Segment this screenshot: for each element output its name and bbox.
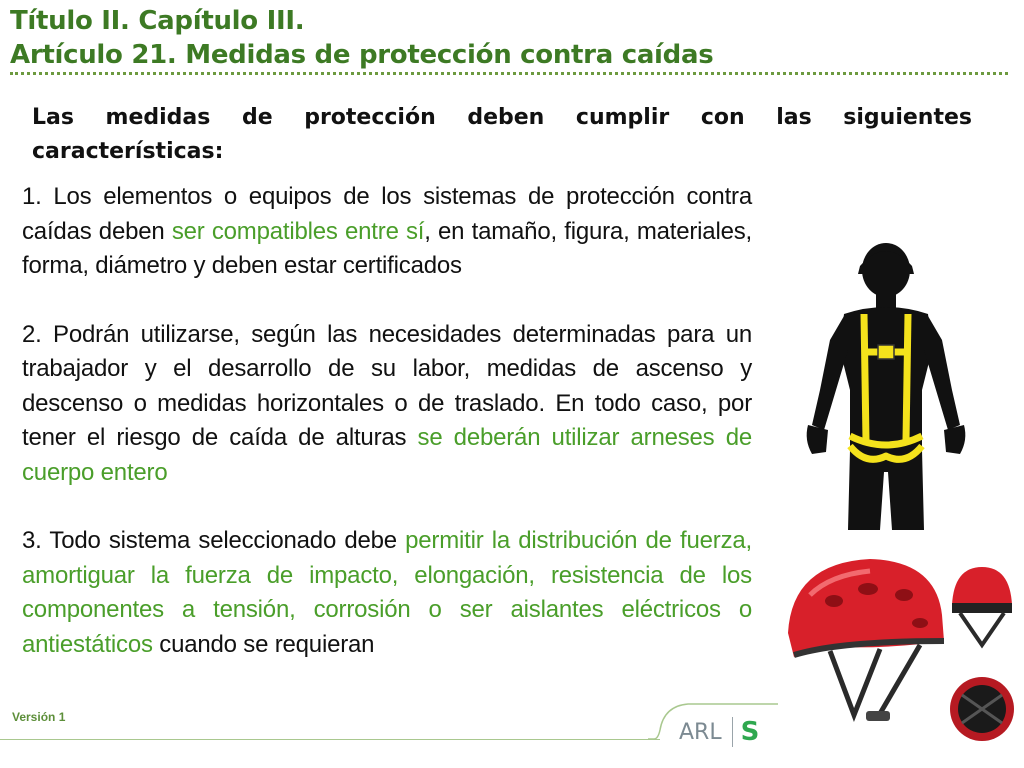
requirement-item-2 [22,318,752,491]
requirement-item-3 [22,524,752,662]
item-highlight: se deberán utilizar arneses de cuerpo entero [22,424,752,486]
footer-divider [0,739,660,740]
requirements-list [22,180,752,696]
slide-title [10,4,1010,72]
item-text: 3. Todo sistema seleccionado debe [22,527,406,554]
item-highlight: permitir la distribución de fuerza, amortiguar la fuerza de impacto, elongación, resistencia de los componentes a tensión, corrosión o ser aislantes eléctricos o antiestáticos [22,527,752,658]
brand-s-text: S [740,717,760,747]
title-line-2: Artículo 21. Medidas de protección contra caídas [10,40,714,70]
brand-arl-text: ARL [679,719,722,745]
version-label: Versión 1 [12,710,66,724]
item-text: , en tamaño, figura, materiales, forma, diámetro y deben estar certificados [22,217,752,279]
brand-separator [732,717,733,747]
item-text: 2. Podrán utilizarse, según las necesidades determinadas para un trabajador y el desarrollo de su labor, medidas de ascenso y descenso o medidas horizontales o de traslado. En todo caso, por tener el riesgo de caída de alturas [22,320,752,451]
item-highlight: ser compatibles entre sí [171,217,425,245]
title-line-1: Título II. Capítulo III. [10,6,305,36]
brand-logo [679,714,759,750]
requirement-item-1 [22,180,752,284]
item-text: cuando se requieran [152,630,375,658]
item-text: 1. Los elementos o equipos de los sistemas de protección contra caídas deben [22,183,752,245]
title-dotted-rule [10,72,1008,75]
climbing-helmet-image [770,545,1020,760]
safety-harness-image [800,240,970,530]
intro-text: Las medidas de protección deben cumplir con las siguientes características: [32,105,972,164]
